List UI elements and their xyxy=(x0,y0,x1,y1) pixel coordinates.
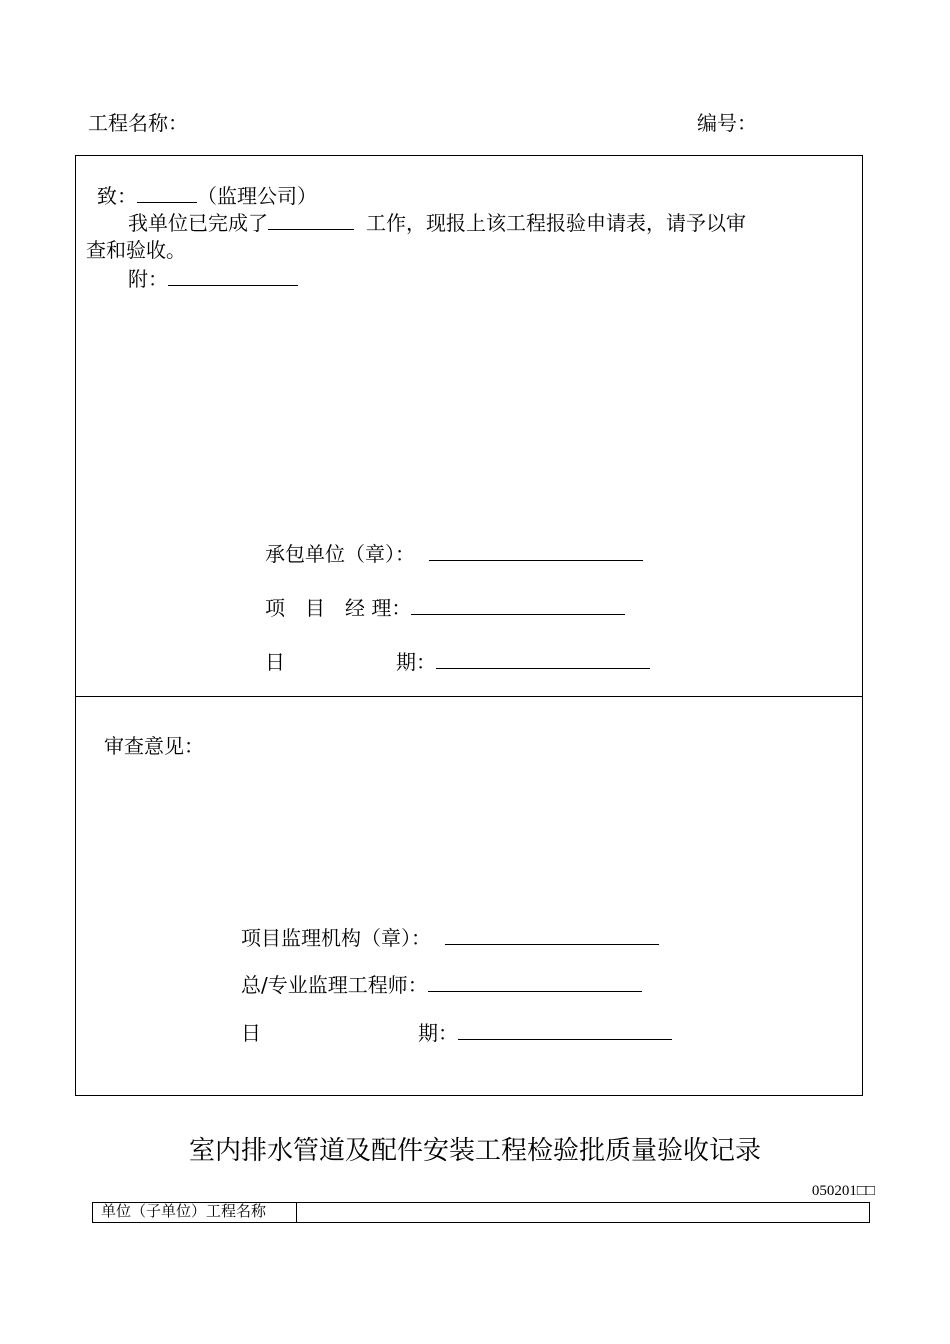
project-name-label: 工程名称： xyxy=(88,111,188,135)
date-label-right: 期： xyxy=(418,1021,458,1045)
record-title: 室内排水管道及配件安装工程检验批质量验收记录 xyxy=(188,1136,761,1166)
addressee-line xyxy=(97,180,317,209)
supervisor-company-blank[interactable] xyxy=(137,201,197,203)
to-suffix: （监理公司） xyxy=(197,184,317,208)
unit-name-label: 单位（子单位）工程名称 xyxy=(93,1203,297,1222)
engineer-blank[interactable] xyxy=(428,990,642,992)
contractor-line xyxy=(265,538,643,567)
date-label-left: 日 xyxy=(241,1021,261,1045)
opinion-label: 审查意见： xyxy=(104,734,204,758)
supervision-org-blank[interactable] xyxy=(445,943,659,945)
manager-line xyxy=(265,592,625,621)
engineer-line xyxy=(241,969,642,998)
body-line-2: 查和验收。 xyxy=(86,238,186,262)
review-date-line xyxy=(241,1017,672,1046)
to-prefix: 致： xyxy=(97,184,137,208)
attachment-line xyxy=(128,263,298,292)
contractor-label: 承包单位（章）： xyxy=(265,542,415,566)
attachment-blank[interactable] xyxy=(168,284,298,286)
number-label: 编号： xyxy=(697,111,757,135)
unit-name-table xyxy=(92,1202,870,1223)
attachment-label: 附： xyxy=(128,267,168,291)
date-label-left: 日 xyxy=(265,650,285,674)
engineer-label: 总/专业监理工程师： xyxy=(241,973,428,997)
work-blank[interactable] xyxy=(268,228,354,230)
review-date-blank[interactable] xyxy=(458,1038,672,1040)
supervision-org-line xyxy=(241,922,659,951)
contractor-blank[interactable] xyxy=(429,559,643,561)
record-code: 050201□□ xyxy=(811,1183,875,1199)
date-label-right: 期： xyxy=(396,650,436,674)
unit-name-value[interactable] xyxy=(297,1203,869,1222)
manager-blank[interactable] xyxy=(411,613,625,615)
manager-label: 项 目 经 理： xyxy=(265,596,412,620)
supervision-org-label: 项目监理机构（章）： xyxy=(241,926,431,950)
body-line-1 xyxy=(128,207,746,236)
body-text-b: 工作，现报上该工程报验申请表，请予以审 xyxy=(366,211,746,235)
application-date-line xyxy=(265,646,650,675)
body-text-a: 我单位已完成了 xyxy=(128,211,268,235)
application-date-blank[interactable] xyxy=(436,667,650,669)
